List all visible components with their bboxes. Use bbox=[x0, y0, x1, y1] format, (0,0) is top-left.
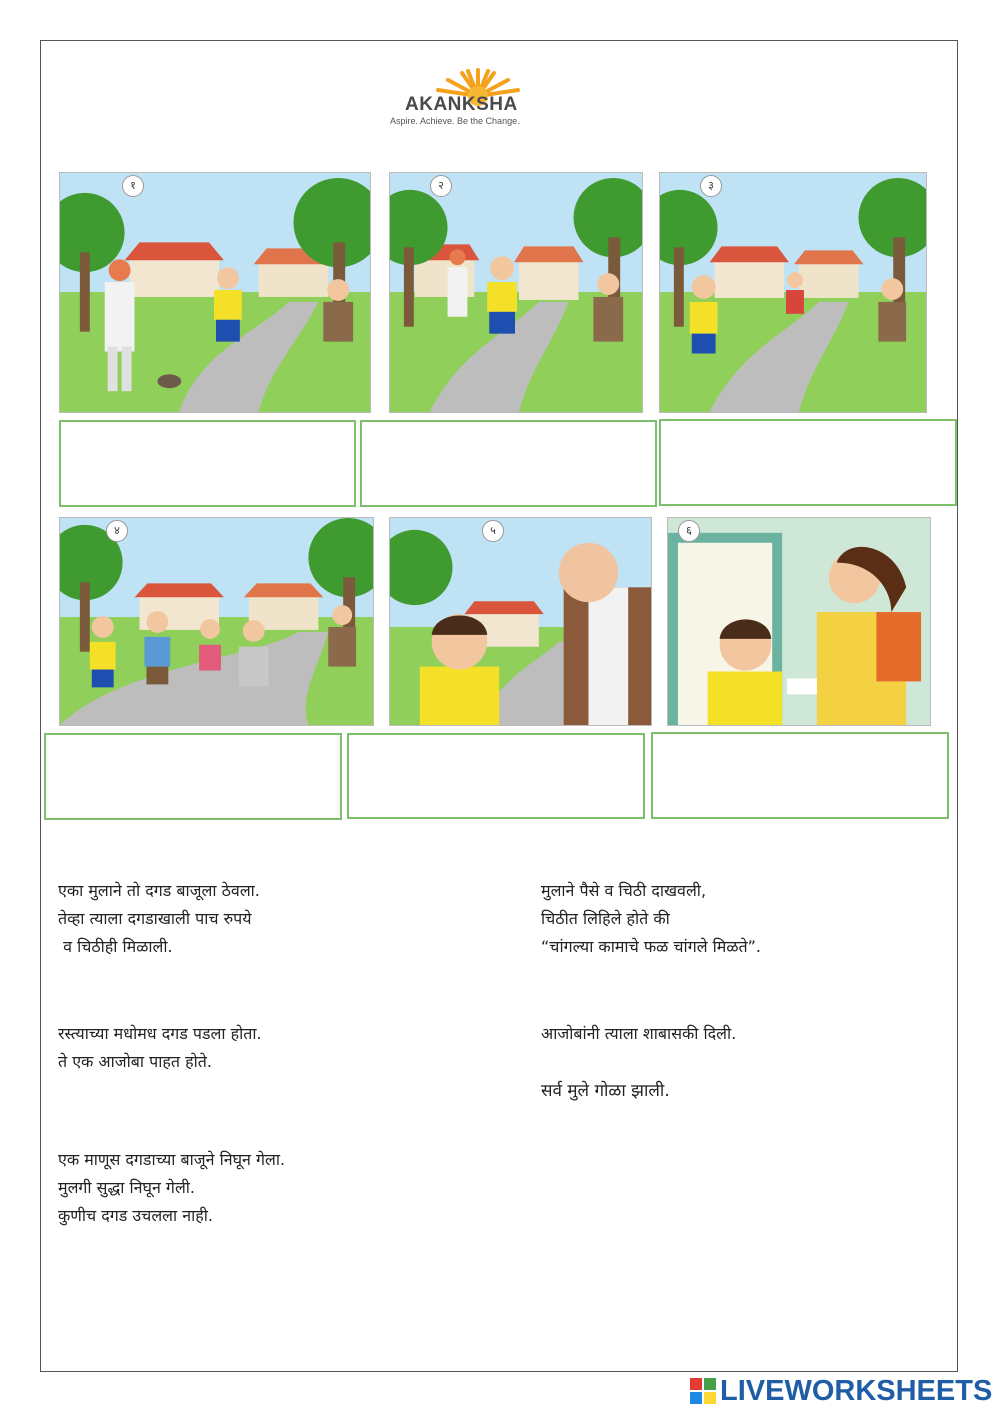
sentence-line: ते एक आजोबा पाहत होते. bbox=[58, 1052, 212, 1071]
panel-number: ५ bbox=[482, 520, 504, 542]
akanksha-logo bbox=[388, 66, 568, 128]
sentence-card-nobody-picked[interactable] bbox=[58, 1146, 285, 1230]
answer-drop-box-1[interactable] bbox=[59, 420, 356, 507]
logo-word: AKANKSHA bbox=[405, 94, 518, 115]
sentence-card-praise[interactable] bbox=[541, 1020, 736, 1048]
sentence-line: मुलगी सुद्धा निघून गेली. bbox=[58, 1178, 196, 1197]
panel-number: ४ bbox=[106, 520, 128, 542]
answer-drop-box-3[interactable] bbox=[659, 419, 957, 506]
sentence-line: “चांगल्या कामाचे फळ चांगले मिळते”. bbox=[541, 937, 762, 956]
liveworksheets-brand bbox=[690, 1374, 992, 1408]
panel-number: २ bbox=[430, 175, 452, 197]
sentence-line: चिठीत लिहिले होते की bbox=[541, 909, 670, 928]
sentence-line: एका मुलाने तो दगड बाजूला ठेवला. bbox=[58, 881, 260, 900]
picture-panel-3 bbox=[659, 172, 927, 413]
sentence-line: कुणीच दगड उचलला नाही. bbox=[58, 1206, 214, 1225]
sentence-line: मुलाने पैसे व चिठी दाखवली, bbox=[541, 881, 707, 900]
picture-panel-1 bbox=[59, 172, 371, 413]
panel-number: ३ bbox=[700, 175, 722, 197]
sentence-card-children-gather[interactable] bbox=[541, 1077, 670, 1105]
sentence-card-found-money[interactable] bbox=[58, 877, 260, 961]
panel-number: १ bbox=[122, 175, 144, 197]
panel-number: ६ bbox=[678, 520, 700, 542]
picture-panel-5 bbox=[389, 517, 652, 726]
sentence-line: रस्त्याच्या मधोमध दगड पडला होता. bbox=[58, 1024, 262, 1043]
sentence-line: आजोबांनी त्याला शाबासकी दिली. bbox=[541, 1024, 737, 1043]
sentence-line: सर्व मुले गोळा झाली. bbox=[541, 1081, 670, 1101]
picture-panel-6 bbox=[667, 517, 931, 726]
answer-drop-box-4[interactable] bbox=[44, 733, 342, 820]
liveworksheets-logo-icon bbox=[690, 1378, 716, 1404]
sentence-card-note-shown[interactable] bbox=[541, 877, 761, 961]
answer-drop-box-6[interactable] bbox=[651, 732, 949, 819]
sentence-line: तेव्हा त्याला दगडाखाली पाच रुपये bbox=[58, 909, 252, 928]
picture-panel-4 bbox=[59, 517, 374, 726]
picture-panel-2 bbox=[389, 172, 643, 413]
answer-drop-box-2[interactable] bbox=[360, 420, 657, 507]
answer-drop-box-5[interactable] bbox=[347, 733, 645, 819]
sentence-line: व चिठीही मिळाली. bbox=[58, 937, 173, 956]
brand-name: LIVEWORKSHEETS bbox=[720, 1374, 993, 1407]
sentence-card-stone-on-road[interactable] bbox=[58, 1020, 262, 1076]
sentence-line: एक माणूस दगडाच्या बाजूने निघून गेला. bbox=[58, 1150, 286, 1169]
logo-tagline: Aspire. Achieve. Be the Change. bbox=[390, 116, 520, 126]
